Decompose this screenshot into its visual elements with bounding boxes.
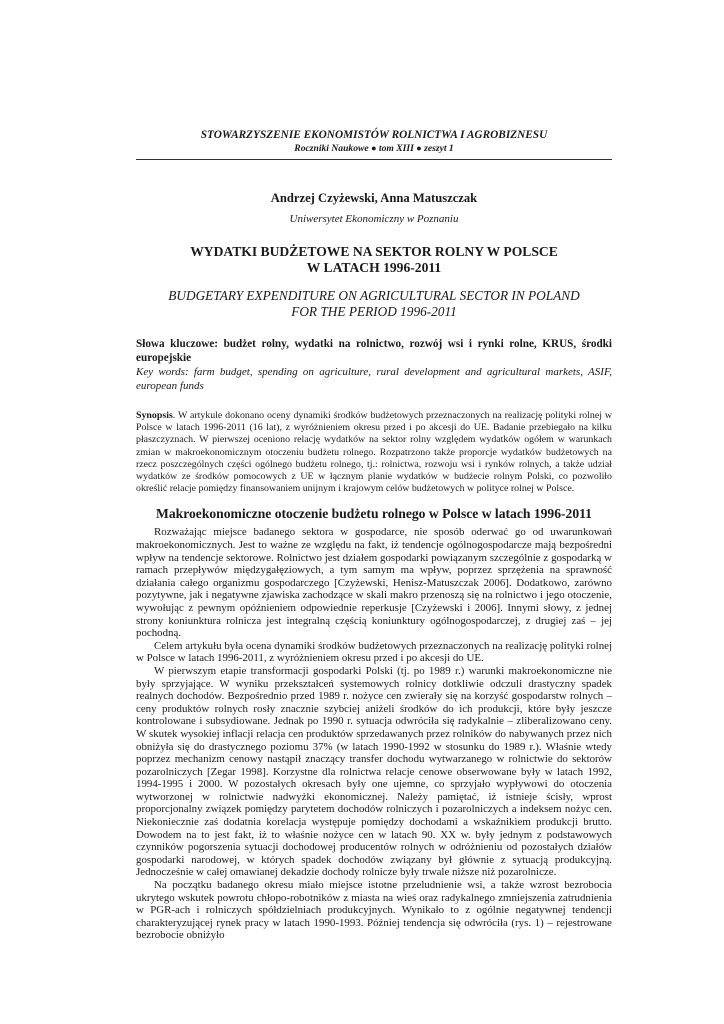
section-title: Makroekonomiczne otoczenie budżetu rolnego w Polsce w latach 1996-2011 (156, 506, 592, 522)
synopsis-text: . W artykule dokonano oceny dynamiki środków budżetowych przeznaczonych na realizację polityki rolnej w Polsce w latach 1996-2011 (16 lat), z wyróżnieniem okresu przed i po akcesji do UE. Badanie przebiegało na kilku płaszczyznach. W pierwszej oceniono relację wydatków na sektor rolny względem wydatków ogółem w warunkach zmian w makroekonomicznym otoczeniu budżetu rolnego. Rozpatrzono także proporcje wydatków budżetowych na rzecz poszczególnych części ogólnego budżetu rolnego, tj.: rolnictwa, rozwoju wsi i rynków rolnych, a także udział wydatków ze środków pomocowych z UE w łącznym planie wydatków w budżecie rolnym Polski, co pozwoliło określić relacje pomiędzy finansowaniem unijnym i krajowym celów budżetowych w polityce rolnej w Polsce. (136, 410, 612, 495)
title-polish-line: W LATACH 1996-2011 (306, 260, 442, 275)
synopsis (136, 410, 612, 495)
affiliation: Uniwersytet Ekonomiczny w Poznaniu (289, 213, 459, 225)
series-name: Roczniki Naukowe (294, 143, 369, 154)
title-english-line: FOR THE PERIOD 1996-2011 (291, 304, 457, 319)
body-paragraph: Rozważając miejsce badanego sektora w gospodarce, nie sposób oderwać go od uwarunkowań makroekonomicznych. Jest to ważne ze względu na fakt, iż tendencje ogólnogospodarcze mają bezpośredni wpływ na tendencje sektorowe. Rolnictwo jest działem gospodarki powiązanym szczególnie z gospodarką w ramach przepływów międzygałęziowych, a tym samym ma wpływ, poprzez sprzężenia na sprawność działania całego organizmu gospodarczego [Czyżewski, Henisz-Matuszczak 2006]. Dodatkowo, zarówno pozytywne, jak i negatywne zjawiska zachodzące w skali makro przenoszą się na rolnictwo i jego otoczenie, wywołując z pewnym opóźnieniem odpowiednie reperkusje [Czyżewski i 2006]. Innymi słowy, z jednej strony koniunktura rolnicza jest integralną częścią koniunktury ogólnogospodarczej, z drugiej zaś – jej pochodną. (136, 526, 612, 640)
bullet-icon: ● (416, 143, 422, 153)
bullet-icon: ● (371, 143, 377, 153)
body-paragraph: W pierwszym etapie transformacji gospodarki Polski (tj. po 1989 r.) warunki makroekonomiczne nie były sprzyjające. W wyniku przekształceń systemowych rolnicy dotkliwie odczuli drastyczny spadek realnych dochodów. Bezpośrednio przed 1989 r. nożyce cen zwierały się na korzyść gospodarstw rolnych – ceny produktów rolnych rosły znacznie szybciej aniżeli środków do ich produkcji, które były jeszcze kontrolowane i subsydiowane. Jednak po 1990 r. sytuacja odwróciła się radykalnie – zliberalizowano ceny. W skutek wysokiej inflacji relacja cen produktów sprzedawanych przez rolników do nabywanych przez nich obniżyła się do drastycznego poziomu 37% (w latach 1990-1992 w stosunku do 1989 r.). Właśnie wtedy poprzez mechanizm cenowy nastąpił znaczący transfer dochodu wytwarzanego w rolnictwie do sektorów pozarolniczych [Zegar 1998]. Korzystne dla rolnictwa relacje cenowe obserwowane były w latach 1992, 1994-1995 i 2000. W pozostałych okresach były one ujemne, co sprzyjało wypływowi do otoczenia wytworzonej w rolnictwie nadwyżki ekonomicznej. Należy pamiętać, iż istnieje ścisły, wprost proporcjonalny związek pomiędzy parytetem dochodów rolniczych i pozarolniczych a indeksem nożyc cen. Niekoniecznie zaś dodatnia korelacja występuje pomiędzy dochodami a wskaźnikiem produkcji brutto. Dowodem na to jest fakt, iż to właśnie nożyce cen w latach 90. XX w. były jednym z podstawowych czynników pogorszenia sytuacji dochodowej producentów rolnych w odróżnieniu od pozostałych działów gospodarki narodowej, w których spadek dochodów związany był głównie z sytuacją produkcyjną. Jednocześnie w całej omawianej dekadzie dochody rolnicze były trwale niższe niż pozarolnicze. (136, 664, 612, 879)
title-english (136, 288, 612, 320)
keywords-polish: Słowa kluczowe: budżet rolny, wydatki na rolnictwo, rozwój wsi i rynki rolne, KRUS, środki europejskie (136, 338, 612, 364)
title-english-line: BUDGETARY EXPENDITURE ON AGRICULTURAL SECTOR IN POLAND (168, 288, 580, 303)
authors: Andrzej Czyżewski, Anna Matuszczak (270, 191, 478, 205)
keywords-english: Key words: farm budget, spending on agriculture, rural development and agricultural markets, ASIF, european funds (136, 366, 612, 392)
body-paragraph: Na początku badanego okresu miało miejsce istotne przeludnienie wsi, a także wzrost bezrobocia ukrytego wskutek powrotu chłopo-robotników z miasta na wieś oraz radykalnego zmniejszenia zatrudnienia w PGR-ach i rolniczych spółdzielniach produkcyjnych. Wynikało to z ogólnie negatywnej tendencji charakteryzującej rynek pracy w latach 1990-1993. Później tendencja się odwróciła (rys. 1) – rejestrowane bezrobocie obniżyło (136, 879, 612, 942)
synopsis-label: Synopsis (136, 410, 173, 421)
journal-issue-line (136, 142, 612, 155)
header-rule (136, 159, 612, 160)
body-paragraph: Celem artykułu była ocena dynamiki środków budżetowych przeznaczonych na realizację polityki rolnej w Polsce w latach 1996-2011, z wyróżnieniem okresu przed i po akcesji do UE. (136, 639, 612, 665)
paper-page (136, 128, 612, 942)
volume-number: tom XIII (378, 143, 414, 154)
journal-name: STOWARZYSZENIE EKONOMISTÓW ROLNICTWA I AGROBIZNESU (200, 129, 548, 141)
title-polish-line: WYDATKI BUDŻETOWE NA SEKTOR ROLNY W POLSCE (190, 244, 558, 259)
title-polish (136, 244, 612, 276)
issue-number: zeszyt 1 (424, 143, 454, 154)
